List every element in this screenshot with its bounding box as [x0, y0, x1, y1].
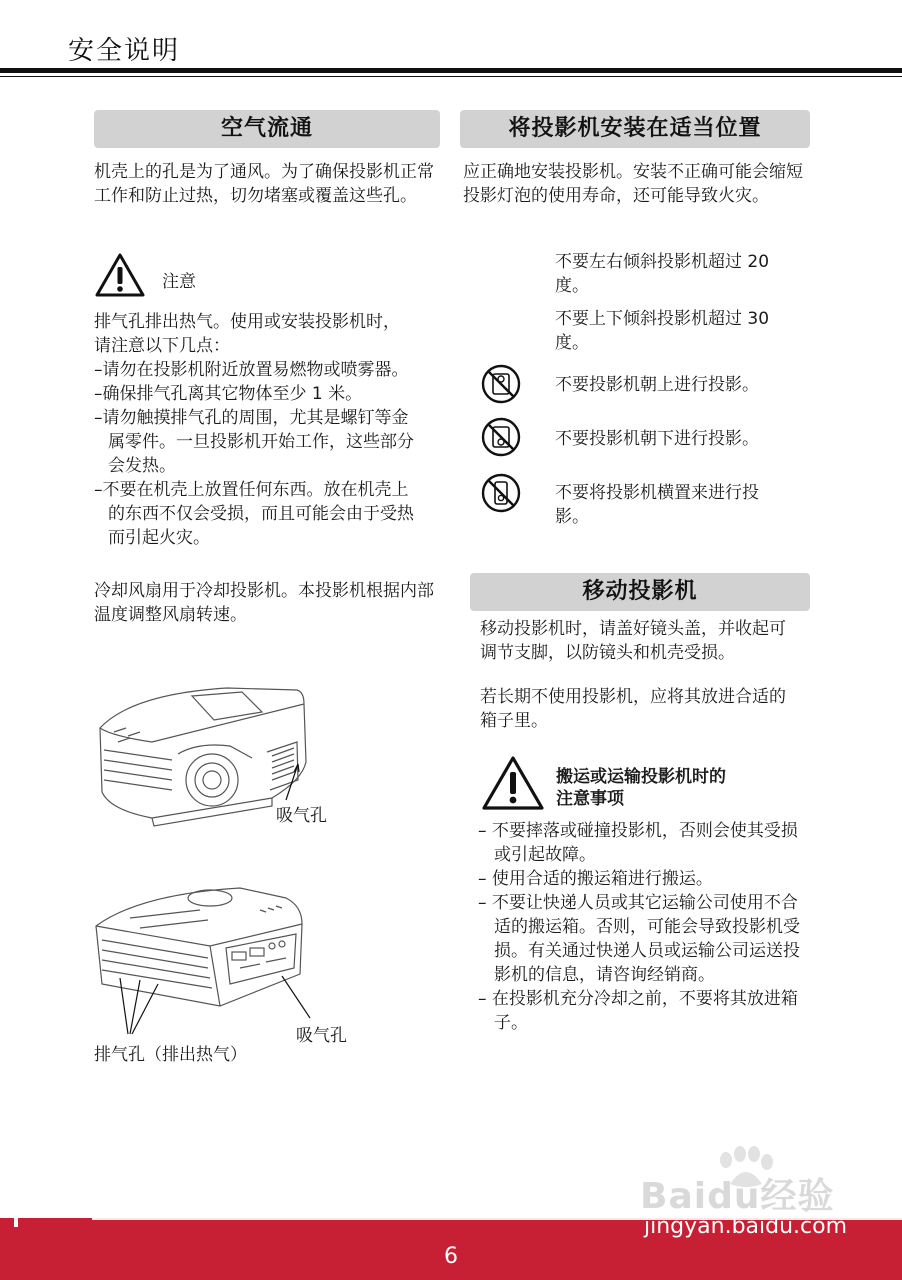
ventilation-intro: 机壳上的孔是为了通风。为了确保投影机正常工作和防止过热，切勿堵塞或覆盖这些孔。 [94, 162, 434, 206]
page-number: 6 [444, 1244, 458, 1269]
no-sideways-projection-icon [480, 472, 522, 514]
ventilation-bullets [94, 358, 424, 550]
placement-rule-up: 不要投影机朝上进行投影。 [555, 375, 759, 395]
ventilation-bullet: –确保排气孔离其它物体至少 1 米。 [94, 384, 363, 404]
moving-bullet: – 在投影机充分冷却之前，不要将其放进箱子。 [478, 989, 798, 1033]
watermark-url: jingyan.baidu.com [644, 1214, 848, 1239]
caution-text-line-2: 请注意以下几点： [94, 336, 230, 356]
footer-tick [14, 1213, 18, 1227]
moving-title: 移动投影机 [470, 573, 810, 611]
intake-pointer-1 [282, 760, 302, 802]
placement-rule-tilt-lr: 不要左右倾斜投影机超过 20 度。 [555, 252, 770, 296]
no-downward-projection-icon [480, 416, 522, 458]
caution-text-line-1: 排气孔排出热气。使用或安装投影机时， [94, 312, 400, 332]
ventilation-bullet: –不要在机壳上放置任何东西。放在机壳上的东西不仅会受损，而且可能会由于受热而引起火灾。 [94, 480, 414, 548]
watermark-brand: Baidu经验 [640, 1176, 835, 1217]
moving-bullet: – 使用合适的搬运箱进行搬运。 [478, 869, 713, 889]
ventilation-title: 空气流通 [94, 110, 440, 148]
transport-caution-title-line-2: 注意事项 [556, 789, 624, 809]
exhaust-label: 排气孔（排出热气） [94, 1045, 247, 1065]
caution-text [94, 310, 454, 358]
placement-rule-sideways: 不要将投影机横置来进行投影。 [555, 483, 759, 527]
placement-title: 将投影机安装在适当位置 [460, 110, 810, 148]
intake-pointer-2 [276, 970, 316, 1022]
page-header: 安全说明 [68, 36, 181, 66]
transport-caution-title [556, 766, 726, 810]
ventilation-bullet: –请勿在投影机附近放置易燃物或喷雾器。 [94, 360, 409, 380]
moving-bullets [478, 819, 804, 1035]
warning-triangle-icon [481, 755, 545, 811]
fan-text: 冷却风扇用于冷却投影机。本投影机根据内部温度调整风扇转速。 [94, 581, 434, 625]
ventilation-bullet: –请勿触摸排气孔的周围，尤其是螺钉等金属零件。一旦投影机开始工作，这些部分会发热。 [94, 408, 414, 476]
placement-intro: 应正确地安装投影机。安装不正确可能会缩短投影灯泡的使用寿命，还可能导致火灾。 [463, 162, 803, 206]
warning-triangle-icon [94, 252, 146, 298]
transport-caution-title-line-1: 搬运或运输投影机时的 [556, 767, 726, 787]
intake-label-2: 吸气孔 [296, 1026, 347, 1046]
exhaust-pointers [110, 970, 170, 1040]
no-upward-projection-icon [480, 363, 522, 405]
placement-rule-tilt-ud: 不要上下倾斜投影机超过 30 度。 [555, 309, 770, 353]
moving-bullet: – 不要让快递人员或其它运输公司使用不合适的搬运箱。否则，可能会导致投影机受损。有关通过快递人员或运输公司运送投影机的信息，请咨询经销商。 [478, 893, 800, 985]
placement-rule-down: 不要投影机朝下进行投影。 [555, 429, 759, 449]
moving-bullet: – 不要摔落或碰撞投影机，否则会使其受损或引起故障。 [478, 821, 798, 865]
caution-label: 注意 [162, 272, 196, 292]
header-rule-thin [0, 76, 902, 77]
moving-para-1: 移动投影机时，请盖好镜头盖，并收起可调节支脚，以防镜头和机壳受损。 [480, 619, 786, 663]
header-rule [0, 68, 902, 73]
moving-para-2: 若长期不使用投影机，应将其放进合适的箱子里。 [480, 687, 786, 731]
intake-label-1: 吸气孔 [276, 806, 327, 826]
